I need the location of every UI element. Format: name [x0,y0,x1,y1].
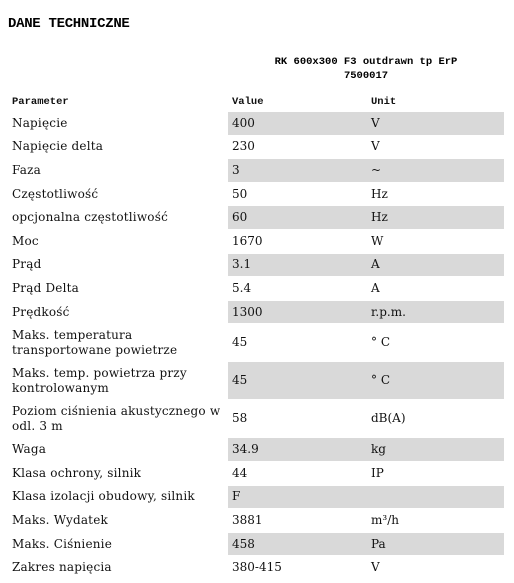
product-header [228,55,504,83]
parameter-cell: Zakres napięcia [8,556,228,579]
value-cell: 1300 [228,300,367,324]
value-cell: 58 [228,400,367,438]
value-cell: 45 [228,362,367,400]
table-row [8,135,504,159]
table-row [8,509,504,533]
table-row [8,277,504,301]
value-cell: 1670 [228,229,367,253]
value-cell: F [228,485,367,509]
unit-cell [367,485,504,509]
parameter-column-header: Parameter [12,95,69,108]
value-cell: 3881 [228,509,367,533]
table-row [8,253,504,277]
section-heading: DANE TECHNICZNE [8,16,130,32]
unit-cell: ° C [367,362,504,400]
value-cell: 50 [228,182,367,206]
table-row [8,556,504,579]
value-cell: 44 [228,461,367,485]
unit-cell: A [367,277,504,301]
table-row [8,438,504,462]
unit-cell: A [367,253,504,277]
parameter-cell: Napięcie [8,112,228,136]
value-cell: 60 [228,206,367,230]
parameter-cell: Maks. Ciśnienie [8,532,228,556]
unit-cell: ° C [367,324,504,362]
parameter-cell: Poziom ciśnienia akustycznego w odl. 3 m [8,400,228,438]
parameter-cell: Faza [8,159,228,183]
unit-cell: m³/h [367,509,504,533]
value-cell: 400 [228,112,367,136]
table-row [8,229,504,253]
table-row [8,532,504,556]
parameter-cell: opcjonalna częstotliwość [8,206,228,230]
value-cell: 230 [228,135,367,159]
product-name: RK 600x300 F3 outdrawn tp ErP [274,56,458,68]
value-cell: 458 [228,532,367,556]
parameter-cell: Częstotliwość [8,182,228,206]
product-code: 7500017 [343,70,389,82]
value-cell: 45 [228,324,367,362]
parameter-cell: Klasa izolacji obudowy, silnik [8,485,228,509]
parameter-cell: Maks. temperatura transportowane powietrze [8,324,228,362]
parameter-cell: Prąd [8,253,228,277]
table-row [8,362,504,400]
parameter-cell: Napięcie delta [8,135,228,159]
unit-cell: Pa [367,532,504,556]
unit-cell: IP [367,461,504,485]
table-header-row [8,92,504,112]
parameter-cell: Waga [8,438,228,462]
parameter-cell: Klasa ochrony, silnik [8,461,228,485]
unit-column-header: Unit [371,95,397,108]
parameter-cell: Prąd Delta [8,277,228,301]
unit-cell: r.p.m. [367,300,504,324]
parameter-cell: Prędkość [8,300,228,324]
value-cell: 3.1 [228,253,367,277]
unit-cell: W [367,229,504,253]
table-row [8,112,504,136]
table-row [8,182,504,206]
value-cell: 380-415 [228,556,367,579]
table-row [8,485,504,509]
value-cell: 5.4 [228,277,367,301]
value-cell: 34.9 [228,438,367,462]
value-column-header: Value [232,95,264,108]
unit-cell: ~ [367,159,504,183]
unit-cell: V [367,112,504,136]
table-row [8,324,504,362]
unit-cell: Hz [367,182,504,206]
value-cell: 3 [228,159,367,183]
table-row [8,159,504,183]
unit-cell: kg [367,438,504,462]
parameter-cell: Maks. Wydatek [8,509,228,533]
unit-cell: Hz [367,206,504,230]
table-row [8,400,504,438]
parameter-cell: Maks. temp. powietrza przy kontrolowanym [8,362,228,400]
table-row [8,300,504,324]
unit-cell: V [367,556,504,579]
table-row [8,206,504,230]
table-row [8,461,504,485]
technical-data-table [8,92,504,579]
unit-cell: V [367,135,504,159]
unit-cell: dB(A) [367,400,504,438]
parameter-cell: Moc [8,229,228,253]
